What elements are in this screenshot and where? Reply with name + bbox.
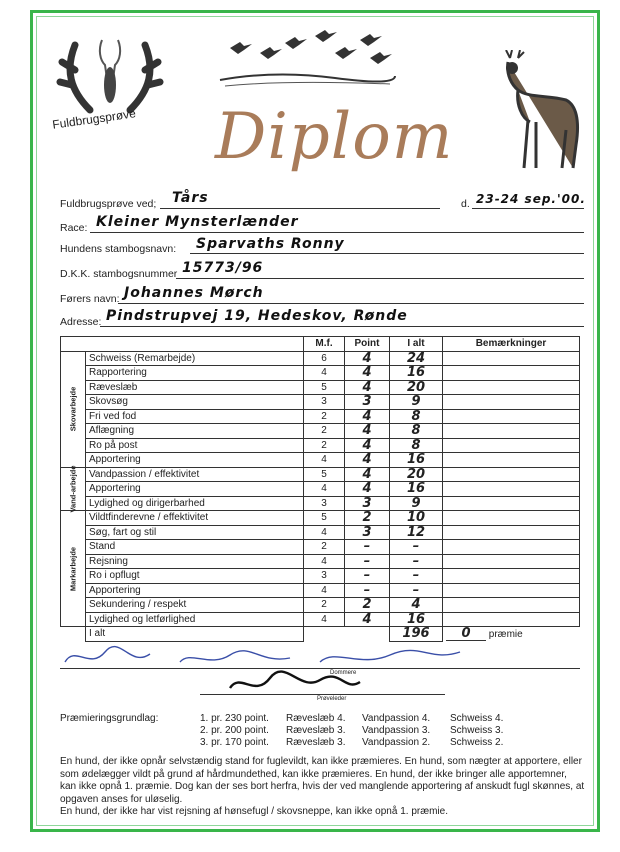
row-ialt: 16 [390,366,443,381]
row-remarks [443,554,580,569]
row-mf: 5 [304,467,345,482]
row-ialt: 20 [390,467,443,482]
row-name: Ro i opflugt [86,569,304,584]
criteria-cell: 3. pr. 170 point. [200,737,269,748]
owner-value: Johannes Mørch [124,285,264,301]
table-row [61,496,580,511]
row-ialt: 12 [390,525,443,540]
table-row [61,598,580,613]
row-name: Ræveslæb [86,380,304,395]
row-remarks [443,511,580,526]
row-name: Stand [86,540,304,555]
judges-label: Dommere [330,670,357,676]
row-point: 4 [345,424,390,439]
name-value: Sparvaths Ronny [196,236,345,252]
row-ialt: – [390,554,443,569]
table-row [61,438,580,453]
date-label: d. [461,198,470,210]
table-row [61,351,580,366]
table-row [61,467,580,482]
place-line [160,208,440,209]
table-row [61,409,580,424]
row-remarks [443,438,580,453]
row-name: Vandpassion / effektivitet [86,467,304,482]
row-name: Apportering [86,482,304,497]
criteria-cell: Ræveslæb 3. [286,737,346,748]
row-name: Lydighed og dirigerbarhed [86,496,304,511]
row-remarks [443,395,580,410]
criteria-cell: 2. pr. 200 point. [200,725,269,736]
row-name: Søg, fart og stil [86,525,304,540]
row-point: – [345,554,390,569]
row-point: 3 [345,525,390,540]
row-mf: 6 [304,351,345,366]
criteria-row [200,713,590,725]
row-point: – [345,583,390,598]
row-ialt: 4 [390,598,443,613]
row-ialt: 8 [390,424,443,439]
row-point: 2 [345,511,390,526]
row-remarks [443,525,580,540]
table-header-row [61,337,580,352]
row-mf: 4 [304,612,345,627]
criteria-cell: Schweiss 2. [450,737,504,748]
leader-label: Prøveleder [317,696,347,702]
row-point: 4 [345,351,390,366]
row-ialt: 8 [390,409,443,424]
criteria-row [200,737,590,749]
header-ialt: I alt [390,337,443,352]
row-remarks [443,351,580,366]
row-mf: 2 [304,598,345,613]
row-mf: 2 [304,409,345,424]
row-point: 4 [345,366,390,381]
row-mf: 4 [304,482,345,497]
row-mf: 4 [304,554,345,569]
place-label: Fuldbrugsprøve ved; [60,198,157,210]
total-value: 196 [390,627,443,642]
name-label: Hundens stambogsnavn: [60,243,177,255]
row-ialt: 24 [390,351,443,366]
total-label: I alt [86,627,304,642]
section-label: Vand-arbejde [61,467,86,511]
race-line [90,232,584,233]
address-value: Pindstrupvej 19, Hedeskov, Rønde [106,308,408,324]
page-title: Diplom [215,100,454,174]
row-remarks [443,583,580,598]
table-row [61,366,580,381]
row-point: 3 [345,395,390,410]
row-remarks [443,540,580,555]
table-row [61,453,580,468]
row-point: 2 [345,598,390,613]
section-label: Skovarbejde [61,351,86,467]
row-mf: 2 [304,424,345,439]
row-point: – [345,540,390,555]
judges-signatures-icon [60,640,470,700]
section-label: Markarbejde [61,511,86,627]
race-value: Kleiner Mynsterlænder [96,214,299,230]
race-label: Race: [60,222,88,234]
address-line [100,326,584,327]
row-name: Apportering [86,583,304,598]
row-mf: 4 [304,366,345,381]
row-ialt: 16 [390,612,443,627]
row-ialt: 16 [390,482,443,497]
row-point: 4 [345,482,390,497]
row-ialt: – [390,583,443,598]
criteria-cell: Vandpassion 4. [362,713,431,724]
row-ialt: 10 [390,511,443,526]
criteria-row [200,725,590,737]
prize-value: 0 [446,627,486,641]
table-row [61,540,580,555]
flying-ducks-illustration-icon [215,28,400,93]
owner-line [118,303,584,304]
row-name: Sekundering / respekt [86,598,304,613]
row-point: 4 [345,612,390,627]
row-point: 4 [345,453,390,468]
row-remarks [443,366,580,381]
row-ialt: 9 [390,496,443,511]
table-row [61,525,580,540]
row-ialt: – [390,540,443,555]
row-name: Ro på post [86,438,304,453]
dkk-label: D.K.K. stambogsnummer [60,268,178,280]
row-ialt: 8 [390,438,443,453]
header-remarks: Bemærkninger [443,337,580,352]
row-ialt: 16 [390,453,443,468]
date-value: 23-24 sep.'00. [476,192,586,206]
row-name: Rapportering [86,366,304,381]
row-remarks [443,453,580,468]
owner-label: Førers navn: [60,293,120,305]
table-row [61,424,580,439]
row-remarks [443,482,580,497]
table-row [61,612,580,627]
row-mf: 2 [304,540,345,555]
row-remarks [443,598,580,613]
rules-paragraph: En hund, der ikke opnår selvstændig stand for fuglevildt, kan ikke præmieres. En hund, som nægter at apportere, eller som ødelægger vildt på grund af hårdmundethed, kan ikke præmieres. En hund, der ikke bringer alle apportemner, kan ikke opnå 1. præmie. Dog kan der ses bort herfra, hvis der ved manglende apportering af anskudt fugl skønnes, at opgaven anses for uløselig. [60,756,585,805]
row-mf: 3 [304,496,345,511]
header-mf: M.f. [304,337,345,352]
criteria-cell: Schweiss 4. [450,713,504,724]
criteria-cell: Ræveslæb 4. [286,713,346,724]
criteria-label: Præmieringsgrundlag: [60,713,159,724]
name-line [190,253,584,254]
dkk-line [176,278,584,279]
table-row [61,569,580,584]
row-remarks [443,496,580,511]
row-point: – [345,569,390,584]
row-mf: 4 [304,583,345,598]
table-row [61,583,580,598]
leader-line [200,694,445,695]
criteria-cell: Ræveslæb 3. [286,725,346,736]
deer-illustration-icon [488,50,588,170]
row-remarks [443,380,580,395]
judges-line [60,668,580,669]
row-point: 4 [345,467,390,482]
row-name: Vildtfinderevne / effektivitet [86,511,304,526]
score-table [60,336,580,642]
row-name: Lydighed og letførlighed [86,612,304,627]
table-row [61,482,580,497]
criteria-cell: Vandpassion 3. [362,725,431,736]
row-mf: 5 [304,511,345,526]
row-remarks [443,424,580,439]
rules-paragraph-2: En hund, der ikke har vist rejsning af hønsefugl / skovsneppe, kan ikke opnå 1. præmie. [60,806,448,817]
prize-label: præmie [488,629,523,640]
criteria-cell: 1. pr. 230 point. [200,713,269,724]
row-point: 3 [345,496,390,511]
table-row [61,395,580,410]
logo-text: Fuldbrugsprøve [51,106,137,132]
row-mf: 4 [304,525,345,540]
row-point: 4 [345,380,390,395]
criteria-cell: Vandpassion 2. [362,737,431,748]
row-name: Aflægning [86,424,304,439]
criteria-grid [200,713,590,749]
row-ialt: 9 [390,395,443,410]
row-mf: 4 [304,453,345,468]
row-name: Schweiss (Remarbejde) [86,351,304,366]
total-row [61,627,580,642]
table-row [61,511,580,526]
row-remarks [443,569,580,584]
dkk-value: 15773/96 [182,260,264,276]
row-mf: 2 [304,438,345,453]
row-name: Apportering [86,453,304,468]
place-value: Tårs [172,190,209,206]
row-mf: 3 [304,395,345,410]
row-name: Fri ved fod [86,409,304,424]
row-remarks [443,409,580,424]
criteria-cell: Schweiss 3. [450,725,504,736]
row-name: Rejsning [86,554,304,569]
row-mf: 3 [304,569,345,584]
header-point: Point [345,337,390,352]
row-ialt: – [390,569,443,584]
row-remarks [443,612,580,627]
table-row [61,554,580,569]
row-mf: 5 [304,380,345,395]
row-ialt: 20 [390,380,443,395]
row-name: Skovsøg [86,395,304,410]
row-point: 4 [345,409,390,424]
table-row [61,380,580,395]
address-label: Adresse: [60,316,102,328]
date-line [472,208,584,209]
row-point: 4 [345,438,390,453]
row-remarks [443,467,580,482]
